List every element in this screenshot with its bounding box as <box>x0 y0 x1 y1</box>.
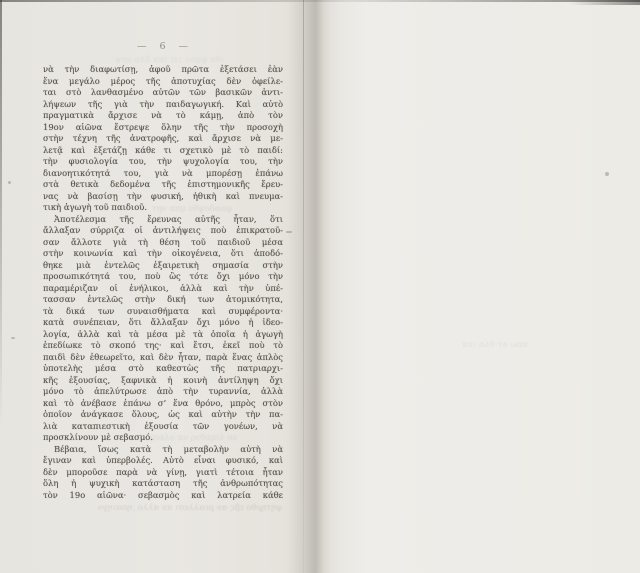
text-line: τὰ δικά των συναισθήματα καὶ συμφέροντα· <box>43 305 283 316</box>
page-7 <box>318 0 640 573</box>
text-line: Βέβαια, ἴσως κατὰ τὴ μεταβολὴν αὐτὴ νὰ <box>54 443 283 454</box>
text-line: ὑποτελὴς μέσα στὸ καθεστὼς τῆς πατριαρχι- <box>43 363 283 373</box>
text-line: διανοητικότητά του, γιὰ νὰ μπορέσῃ ἐπάνω <box>43 167 283 178</box>
text-line: 19ον αἰῶνα ἔστρεψε ὅλην τῆς τὴν προσοχὴ <box>43 121 283 132</box>
text-line: καὶ τὸ ἀνέβασε ἐπάνω σ’ ἕνα θρόνο, μπρὸς στὸν <box>43 397 283 408</box>
text-line: προσωπικότητά του, ποὺ ὣς τότε ὄχι μόνο τὴν <box>43 271 283 281</box>
paragraph <box>43 64 283 214</box>
page-number-left: — 6 — <box>136 41 190 52</box>
text-line: κατὰ συνέπειαν, ὅτι ἄλλαξαν ὄχι μόνο ἡ ἰδεο- <box>43 317 283 327</box>
text-line: προσκλίνουν μὲ σεβασμό. <box>43 432 154 442</box>
text-line: τὴν φυσιολογία του, τὴν ψυχολογία του, τὴν <box>43 156 283 166</box>
paper-speck <box>8 181 11 184</box>
text-line: τικὴ ἀγωγὴ τοῦ παιδιοῦ. <box>43 202 148 212</box>
text-line: κῆς ἐξουσίας, ξαφνικὰ ἡ κοινὴ ἀντίληψη ὄχι <box>43 374 283 385</box>
gutter-crease-line <box>303 0 304 573</box>
paragraph <box>43 214 283 444</box>
text-line: στὴν τέχνη τῆς ἀνατροφῆς, καὶ ἄρχισε νὰ με- <box>43 133 283 143</box>
gutter-shadow <box>288 0 340 573</box>
paper-speck <box>286 231 292 233</box>
text-line: λιὰ καταπιεστικὴ ἐξουσία τῶν γονέων, νὰ <box>43 420 283 431</box>
text-line: στὰ θετικὰ δεδομένα τῆς ἐπιστημονικῆς ἔρευ- <box>43 179 283 189</box>
text-line: μόνο τὸ ἀπελύτρωσε ἀπὸ τὴν τυραννία, ἀλλὰ <box>43 386 283 396</box>
text-line: στὴν κοινωνία καὶ τὴν οἰκογένεια, ὅτι ἀποδό- <box>43 248 283 258</box>
text-line: ἐπεδίωκε τὸ σκοπό της· καὶ ἔτσι, ἐκεῖ ποὺ τὸ <box>43 340 283 350</box>
paper-speck <box>11 337 15 339</box>
text-line: νὰ τὴν διαφωτίσῃ, ἀφοῦ πρῶτα ἐξετάσει ἐὰν <box>43 64 283 74</box>
text-line: νας νὰ βασίσῃ τὴν φυσική, ἠθικὴ καὶ πνευμα- <box>43 190 283 201</box>
text-line: τασσαν ἐντελῶς στὴν δική των ἀτομικότητα, <box>43 294 283 304</box>
text-line: τὸν 19ο αἰῶνα· σεβασμὸς καὶ λατρεία κάθε <box>43 489 283 500</box>
text-line: παιδὶ δὲν ἐθεωρεῖτο, καὶ δὲν ἦταν, παρὰ ἕνας ἁπλὸς <box>43 351 283 362</box>
text-line: ται στὸ λανθασμένο αὐτῶν τῶν βασικῶν ἀντι- <box>43 87 283 97</box>
text-line: λήψεων τῆς γιὰ τὴν παιδαγωγική. Καὶ αὐτὸ <box>43 98 283 109</box>
text-line: ἔγιναν καὶ ὑπερβολές. Αὐτὸ εἶναι φυσικό, καὶ <box>43 455 283 465</box>
text-line: Ἀποτέλεσμα τῆς ἔρευνας αὐτῆς ἦταν, ὅτι <box>54 213 283 224</box>
scan-edge-left <box>0 0 2 430</box>
text-line: θηκε μιὰ ἐντελῶς ἐξαιρετικὴ σημασία στὴν <box>43 259 283 270</box>
text-line: πραγματικὰ ἄρχισε νὰ τὸ κάμῃ, ἀπὸ τὸν <box>43 110 283 120</box>
paper-speck <box>605 172 609 176</box>
page-6-text-block <box>43 64 283 501</box>
text-line: λετᾷ καὶ ἐξετάζῃ κάθε τι σχετικὸ μὲ τὸ παιδί: <box>43 144 283 155</box>
paragraph <box>43 444 283 502</box>
text-line: παραμέριζαν οἱ ἐνήλικοι, ἀλλὰ καὶ τὴν ὑπέ- <box>43 282 283 293</box>
text-line: ὁποῖον ἀνάγκασε ὅλους, ὡς καὶ αὐτὴν τὴν πα- <box>43 409 283 419</box>
text-line: ἕνα μεγάλο μέρος τῆς ἀποτυχίας δὲν ὀφείλε- <box>43 75 283 86</box>
text-line: ἄλλαξαν σύρριζα οἱ ἀντιλήψεις ποὺ ἐπικρατοῦ- <box>43 225 283 235</box>
scan-corner-top-right <box>570 0 640 5</box>
page-6 <box>0 0 318 573</box>
text-line: σαν ἄλλοτε γιὰ τὴ θέση τοῦ παιδιοῦ μέσα <box>43 236 283 247</box>
text-line: ὅλη ἡ ψυχικὴ κατάσταση τῆς ἀνθρωπότητας <box>43 478 283 488</box>
scan-edge-top <box>0 0 640 2</box>
text-line: λογία, ἀλλὰ καὶ τὰ μέσα μὲ τὰ ὁποῖα ἡ ἀγωγὴ <box>43 328 283 339</box>
text-line: δὲν μποροῦσε παρὰ νὰ γίνῃ, γιατὶ τέτοια ἦταν <box>43 466 283 477</box>
